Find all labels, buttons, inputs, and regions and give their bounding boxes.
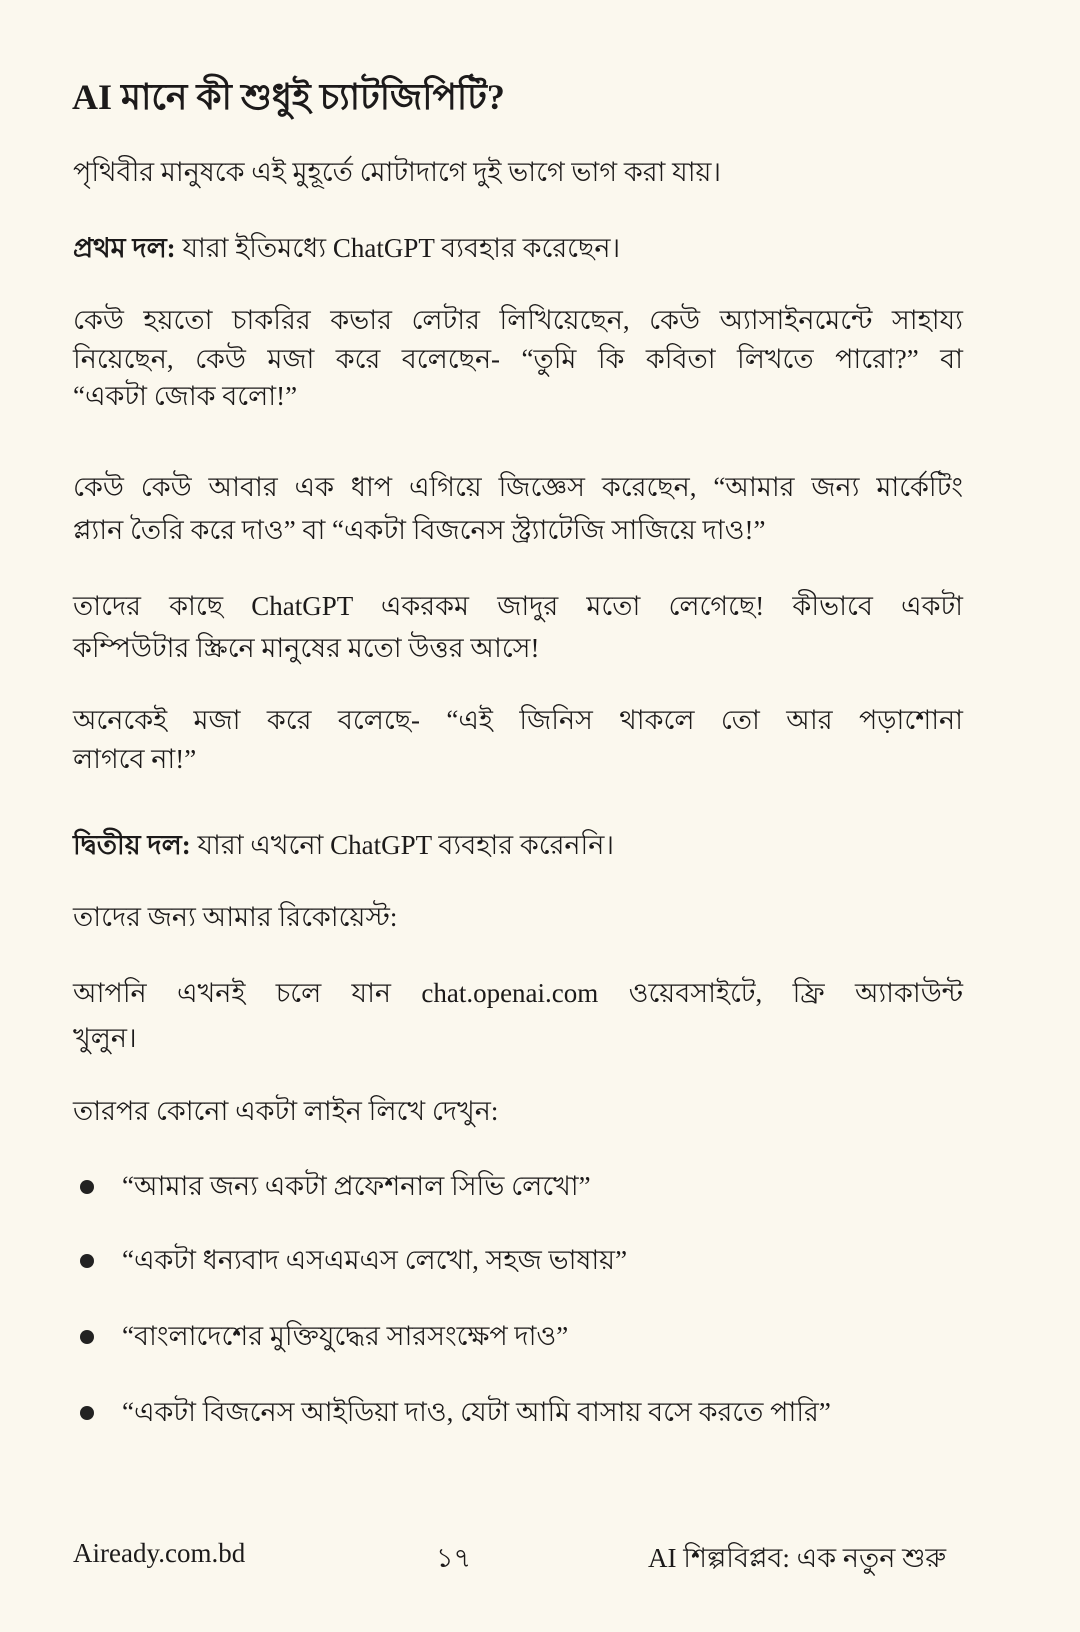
paragraph-4-line-2: প্ল্যান তৈরি করে দাও” বা “একটা বিজনেস স্ট্র্যাটেজি সাজিয়ে দাও!” — [73, 515, 766, 545]
paragraph-5-line-1: তাদের কাছে ChatGPT একরকম জাদুর মতো লেগেছে! কীভাবে একটা — [73, 591, 963, 621]
bullet-icon — [80, 1406, 94, 1420]
list-item: “একটা ধন্যবাদ এসএমএস লেখো, সহজ ভাষায়” — [122, 1245, 628, 1275]
second-group-label: দ্বিতীয় দল: — [73, 830, 191, 860]
footer-book-title: AI শিল্পবিপ্লব: এক নতুন শুরু — [648, 1543, 947, 1573]
paragraph-9-line-1: আপনি এখনই চলে যান chat.openai.com ওয়েবসাইটে, ফ্রি অ্যাকাউন্ট — [73, 978, 963, 1008]
footer-website: Aiready.com.bd — [73, 1538, 246, 1568]
paragraph-6-line-1: অনেকেই মজা করে বলেছে- “এই জিনিস থাকলে তো আর পড়াশোনা — [73, 705, 963, 735]
paragraph-5-line-2: কম্পিউটার স্ক্রিনে মানুষের মতো উত্তর আসে! — [73, 633, 540, 663]
list-item: “আমার জন্য একটা প্রফেশনাল সিভি লেখো” — [122, 1171, 591, 1201]
list-item: “একটা বিজনেস আইডিয়া দাও, যেটা আমি বাসায় বসে করতে পারি” — [122, 1397, 831, 1427]
paragraph-3-line-2: নিয়েছেন, কেউ মজা করে বলেছেন- “তুমি কি কবিতা লিখতে পারো?” বা — [73, 344, 963, 374]
paragraph-7 — [73, 826, 963, 864]
chapter-title: AI মানে কী শুধুই চ্যাটজিপিটি? — [72, 77, 505, 117]
bullet-icon — [80, 1254, 94, 1268]
paragraph-4-line-1: কেউ কেউ আবার এক ধাপ এগিয়ে জিজ্ঞেস করেছেন, “আমার জন্য মার্কেটিং — [73, 472, 963, 502]
paragraph-1: পৃথিবীর মানুষকে এই মুহূর্তে মোটাদাগে দুই ভাগে ভাগ করা যায়। — [73, 157, 722, 187]
paragraph-2 — [73, 229, 963, 267]
bullet-icon — [80, 1180, 94, 1194]
second-group-text: যারা এখনো ChatGPT ব্যবহার করেননি। — [190, 830, 615, 860]
bullet-icon — [80, 1330, 94, 1344]
first-group-label: প্রথম দল: — [73, 233, 176, 263]
page-number: ১৭ — [436, 1543, 472, 1573]
paragraph-9-line-2: খুলুন। — [73, 1023, 137, 1053]
first-group-text: যারা ইতিমধ্যে ChatGPT ব্যবহার করেছেন। — [175, 233, 621, 263]
list-item: “বাংলাদেশের মুক্তিযুদ্ধের সারসংক্ষেপ দাও” — [122, 1321, 569, 1351]
paragraph-3-line-1: কেউ হয়তো চাকরির কভার লেটার লিখিয়েছেন, কেউ অ্যাসাইনমেন্টে সাহায্য — [73, 305, 963, 335]
paragraph-6-line-2: লাগবে না!” — [73, 744, 197, 774]
paragraph-3-line-3: “একটা জোক বলো!” — [73, 381, 298, 411]
paragraph-8: তাদের জন্য আমার রিকোয়েস্ট: — [73, 902, 398, 932]
paragraph-10: তারপর কোনো একটা লাইন লিখে দেখুন: — [73, 1096, 499, 1126]
